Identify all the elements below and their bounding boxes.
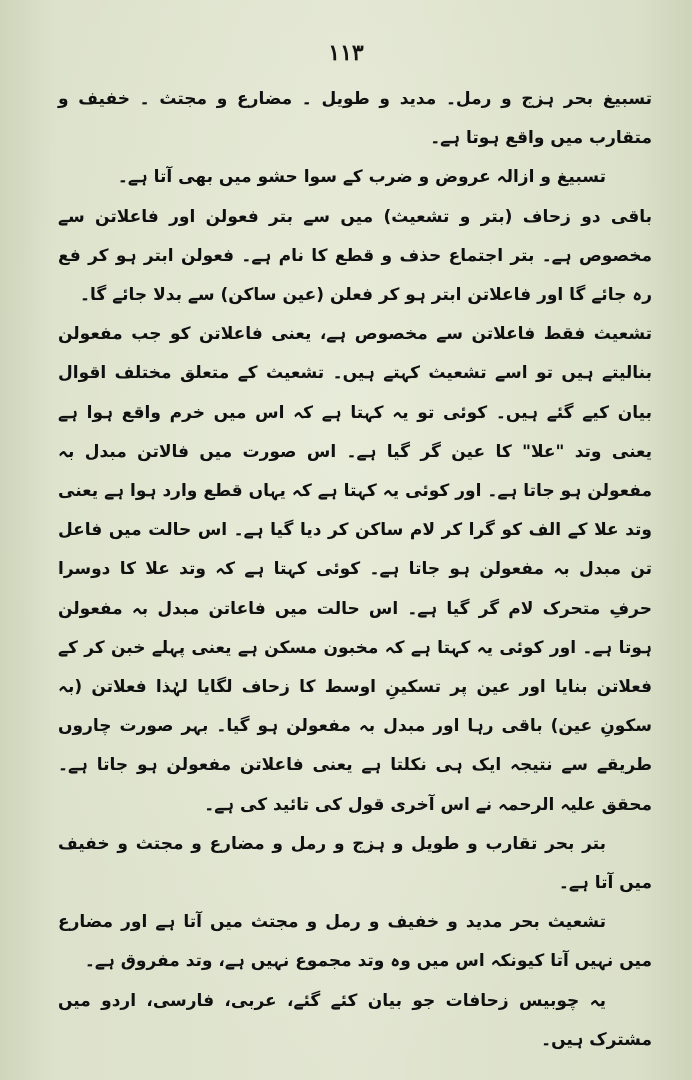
paragraph-summary: یہ چوبیس زحافات جو بیان کئے گئے، عربی، فارسی، اردو میں مشترک ہیں۔ xyxy=(58,990,652,1050)
paragraph-taseebgh-meters: تسبیغ بحر ہزج و رمل۔ مدید و طویل ۔ مضارع و مجتث ۔ خفیف و متقارب میں واقع ہوتا ہے۔ xyxy=(58,89,652,149)
paragraph-batr: باقی دو زحاف (بتر و تشعیث) میں سے بتر فعولن اور فاعلاتن سے مخصوص ہے۔ بتر اجتماع حذف و قطع کا نام ہے۔ فعولن ابتر ہو کر فع رہ جائے گا اور فاعلاتن ابتر ہو کر فعلن (عین ساکن) سے بدلا جائے گا۔ xyxy=(58,206,652,306)
page-number: ۱۱۳ xyxy=(328,40,364,66)
paragraph-taseebgh-izala: تسبیغ و ازالہ عروض و ضرب کے سوا حشو میں بھی آتا ہے۔ xyxy=(117,167,606,188)
paragraph-batr-meters: بتر بحر تقارب و طویل و ہزج و رمل و مضارع و مجتث و خفیف میں آتا ہے۔ xyxy=(58,833,652,894)
paragraph-tashees-meters: تشعیث بحر مدید و خفیف و رمل و مجتث میں آتا ہے اور مضارع میں نہیں آتا کیونکہ اس میں وہ وتد مجموع نہیں ہے، وتد مفروق ہے۔ xyxy=(58,912,652,972)
paragraph-tashees: تشعیث فقط فاعلاتن سے مخصوص ہے، یعنی فاعلاتن کو جب مفعولن بنالیتے ہیں تو اسے تشعیث کہتے ہیں۔ تشعیث کے متعلق مختلف اقوال بیان کیے گئے ہیں۔ کوئی تو یہ کہتا ہے کہ اس میں خرم واقع ہوا ہے یعنی وتد "علا" کا عین گر گیا ہے۔ اس صورت میں فالاتن مبدل بہ مفعولن ہو جاتا ہے۔ اور کوئی یہ کہتا ہے کہ یہاں قطع وارد ہوا ہے یعنی وتد علا کے الف کو گرا کر لام ساکن کر دیا گیا ہے۔ اس حالت میں فاعل تن مبدل بہ مفعولن ہو جاتا ہے۔ کوئی کہتا ہے کہ وتد علا کا دوسرا حرفِ متحرک لام گر گیا ہے۔ اس حالت میں فاعاتن مبدل بہ مفعولن ہوتا ہے۔ اور کوئی یہ کہتا ہے کہ مخبون مسکن ہے یعنی پہلے خبن کر کے فعلاتن بنایا اور عین پر تسکینِ اوسط کا زحاف لگایا لہٰذا فعلاتن (بہ سکونِ عین) باقی رہا اور مبدل بہ مفعولن ہو گیا۔ بہر صورت چاروں طریقے سے نتیجہ ایک ہی نکلتا ہے یعنی فاعلاتن مفعولن ہو جاتا ہے۔ محقق علیہ الرحمہ نے اس آخری قول کی تائید کی ہے۔ xyxy=(58,324,652,815)
body-text xyxy=(58,80,652,1060)
